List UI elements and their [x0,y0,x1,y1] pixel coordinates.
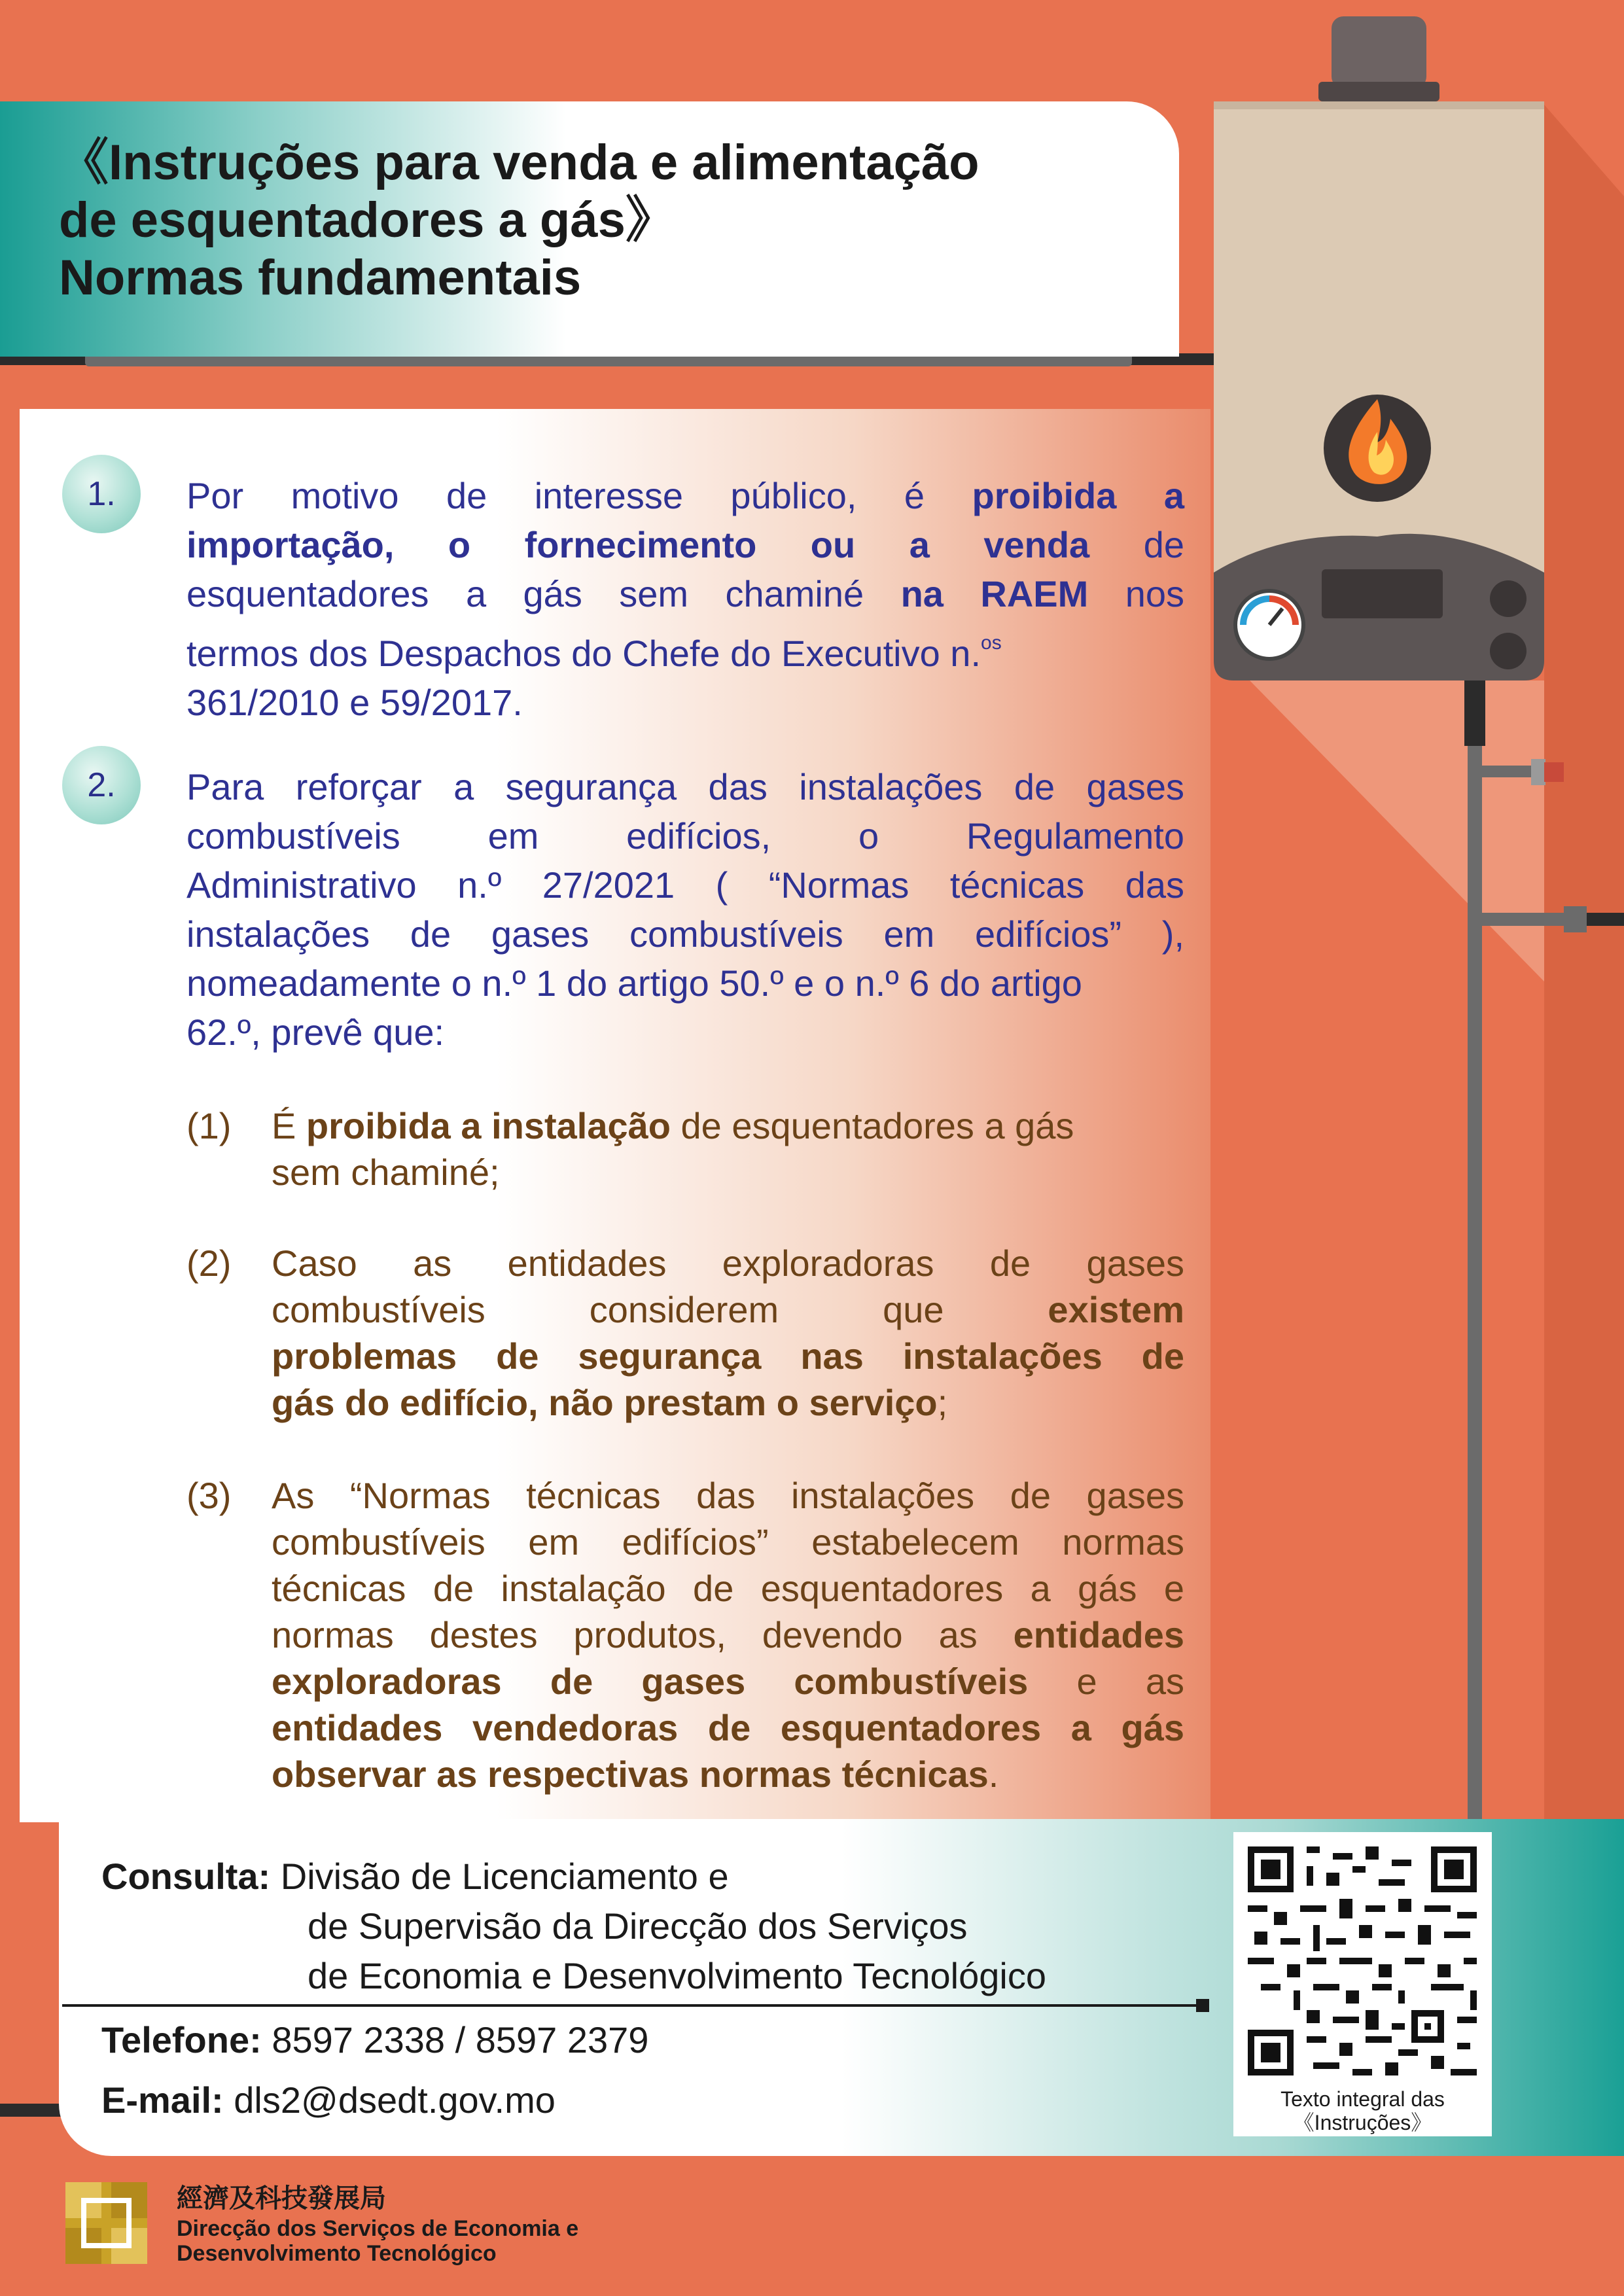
sub-2-line: problemas de segurança nas instalações de [272,1335,1184,1377]
divider-end [1196,1999,1209,2012]
page-title [59,134,1171,307]
vertical-pipe [1468,680,1482,1819]
consulta-line-1 [101,1852,729,1901]
knob-bottom-icon [1490,633,1527,669]
item-1-line: esquentadores a gás sem chaminé na RAEM nos [186,573,1184,614]
consulta-line-2: de Supervisão da Direcção dos Serviços [308,1905,968,1947]
sub-3-line: entidades vendedoras de esquentadores a gás [272,1707,1184,1748]
qr-caption [1233,2087,1492,2134]
flue-base [1318,82,1439,101]
sub-2-line: gás do edifício, não prestam o serviço; [272,1382,948,1423]
consulta-label: Consulta: [101,1856,271,1897]
item-2-line: instalações de gases combustíveis em edifícios” ), [186,913,1184,955]
qr-caption-line-1: Texto integral das [1280,2087,1445,2111]
item-2-number: 2. [62,746,141,824]
item-2-line: combustíveis em edifícios, o Regulamento [186,815,1184,857]
org-name-pt-line-1: Direcção dos Serviços de Economia e [177,2216,579,2241]
sub-3-line: observar as respectivas normas técnicas. [272,1754,999,1795]
qr-code-icon[interactable] [1241,1840,1483,2082]
sub-1-text [272,1103,1184,1195]
sub-3-line: combustíveis em edifícios” estabelecem normas [272,1521,1184,1563]
qr-caption-line-2: 《Instruções》 [1293,2111,1432,2134]
heater-body [1214,101,1544,573]
email-line [101,2075,556,2125]
sub-3-line: As “Normas técnicas das instalações de gases [272,1475,1184,1516]
item-1-text [186,471,1184,727]
sub-3-line: exploradoras de gases combustíveis e as [272,1661,1185,1702]
sub-1-line: É proibida a instalação de esquentadores a gás [272,1105,1074,1146]
item-1-line: 361/2010 e 59/2017. [186,682,523,723]
item-1-number: 1. [62,455,141,533]
title-line-3: Normas fundamentais [59,250,582,306]
sub-1-line: sem chaminé; [272,1152,500,1193]
org-name-pt-line-2: Desenvolvimento Tecnológico [177,2241,497,2266]
sub-2-line: Caso as entidades exploradoras de gases [272,1243,1184,1284]
sub-2-text [272,1240,1184,1426]
flue-top [1332,16,1426,88]
phone-label: Telefone: [101,2019,262,2060]
item-2-line: Para reforçar a segurança das instalações de gases [186,766,1184,807]
sub-2-marker: (2) [186,1243,232,1284]
qr-panel [1233,1832,1492,2136]
item-1-line: termos dos Despachos do Chefe do Executivo n.$^{os}$ [186,632,1002,674]
light-cone [1250,680,1544,981]
sub-3-text [272,1472,1184,1797]
sub-2-line: combustíveis considerem que existem [272,1289,1184,1330]
consulta-line-3: de Economia e Desenvolvimento Tecnológico [308,1955,1046,1996]
dsedt-logo-icon [65,2182,147,2264]
email-value[interactable]: dls2@dsedt.gov.mo [223,2079,556,2121]
org-name-pt [177,2216,578,2266]
consulta-value: Divisão de Licenciamento e [270,1856,729,1897]
sub-3-marker: (3) [186,1475,232,1516]
item-1-line: Por motivo de interesse público, é proibida a [186,475,1184,516]
phone-value: 8597 2338 / 8597 2379 [261,2019,649,2060]
title-line-2: de esquentadores a gás》 [59,192,675,248]
display-screen [1322,569,1443,618]
item-2-line: nomeadamente o n.º 1 do artigo 50.º e o n.º 6 do artigo [186,963,1082,1004]
item-2-line: 62.º, prevê que: [186,1012,445,1053]
title-line-1: 《Instruções para venda e alimentação [59,135,980,190]
phone-line [101,2015,648,2065]
heater-shadow [1544,105,1624,1832]
item-2-text [186,762,1184,1057]
email-label: E-mail: [101,2079,224,2121]
sub-1-marker: (1) [186,1105,232,1146]
heater-top-rim [1214,101,1544,109]
side-pipe [1482,913,1567,926]
knob-top-icon [1490,580,1527,617]
sub-3-line: técnicas de instalação de esquentadores a gás e [272,1568,1184,1609]
org-name-zh: 經濟及科技發展局 [177,2184,386,2213]
item-1-line: importação, o fornecimento ou a venda de [186,524,1184,565]
sub-3-line: normas destes produtos, devendo as entidades [272,1614,1184,1655]
contact-divider [62,2004,1201,2007]
item-2-line: Administrativo n.º 27/2021 ( “Normas técnicas das [186,864,1184,906]
water-heater-illustration [1178,0,1624,1832]
